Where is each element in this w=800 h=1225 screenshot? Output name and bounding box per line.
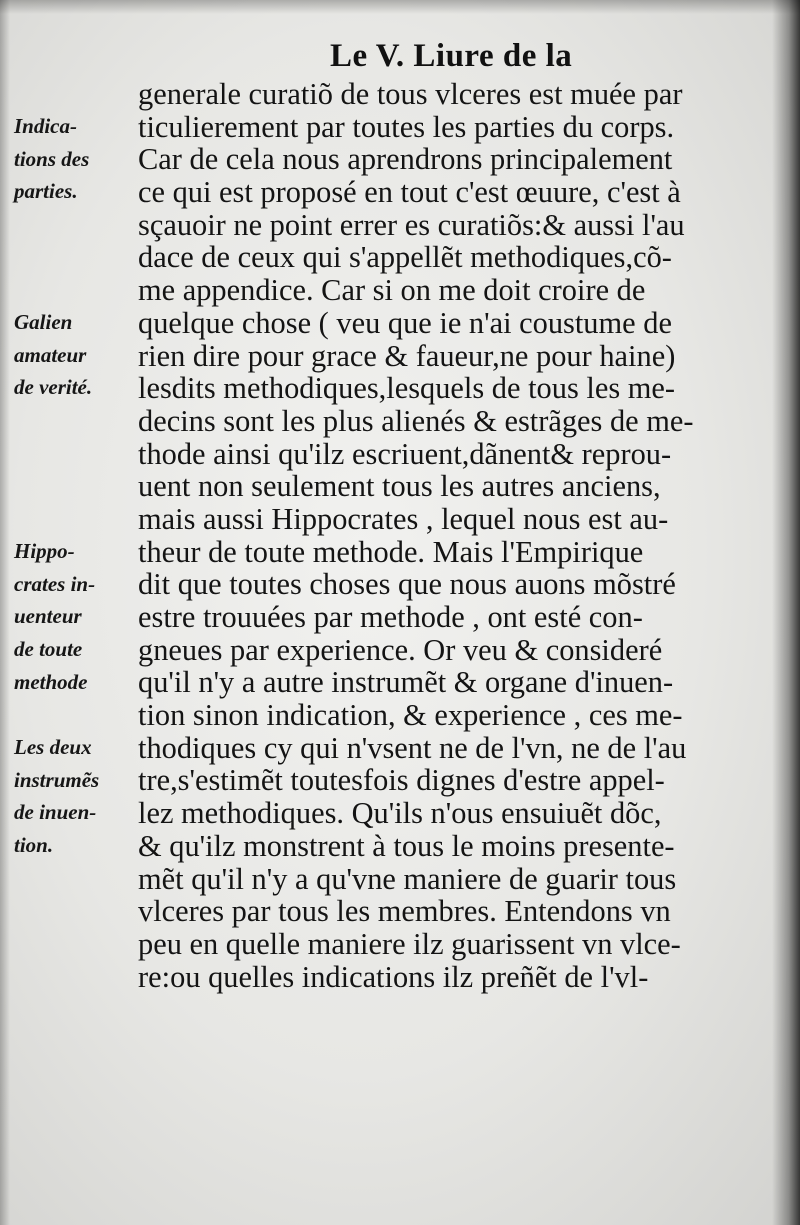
text-line: thodiques cy qui n'vsent ne de l'vn, ne de l'au [138, 730, 687, 765]
text-line: gneues par experience. Or veu & consideré [138, 632, 663, 667]
margin-note-indications [14, 110, 132, 208]
margin-note-line: tions des [14, 146, 90, 171]
margin-note-galien [14, 306, 132, 404]
margin-note-line: tion. [14, 833, 54, 858]
text-line: theur de toute methode. Mais l'Empirique [138, 534, 644, 569]
text-line: generale curatiõ de tous vlceres est muée par [138, 77, 683, 111]
text-line: sçauoir ne point errer es curatiõs:& aussi l'au [138, 207, 685, 242]
text-line: mais aussi Hippocrates , lequel nous est au- [138, 501, 669, 536]
margin-note-line: amateur [14, 342, 87, 367]
text-line: Car de cela nous aprendrons principalement [138, 142, 673, 177]
page-shadow-top [0, 0, 800, 14]
text-line: mẽt qu'il n'y a qu'vne maniere de guarir tous [138, 861, 677, 896]
text-line: ce qui est proposé en tout c'est œuure, c'est à [138, 175, 681, 210]
text-line: dit que toutes choses que nous auons mõstré [138, 567, 676, 602]
margin-note-line: Hippo- [14, 539, 75, 563]
page-shadow-left [0, 0, 10, 1225]
margin-note-line: de verité. [14, 375, 93, 400]
text-line: uent non seulement tous les autres anciens, [138, 469, 661, 504]
text-line: & qu'ilz monstrent à tous le moins presente- [138, 828, 675, 863]
text-line: re:ou quelles indications ilz preñẽt de l'vl- [138, 959, 649, 994]
text-line: lesdits methodiques,lesquels de tous les me- [138, 371, 676, 406]
margin-note-hippocrates [14, 535, 132, 698]
margin-note-line: Indica- [14, 114, 77, 138]
margin-note-instruments [14, 731, 132, 862]
text-line: thode ainsi qu'ilz escriuent,dãnent& reprou- [138, 436, 672, 471]
margin-note-line: uenteur [14, 604, 82, 629]
text-line: peu en quelle maniere ilz guarissent vn vlce- [138, 926, 681, 961]
text-line: dace de ceux qui s'appellẽt methodiques,cõ- [138, 240, 672, 275]
margin-note-line: crates in- [14, 571, 96, 596]
body-text [138, 78, 758, 993]
margin-note-line: de toute [14, 637, 83, 662]
running-head: Le V. Liure de la [330, 38, 573, 74]
text-line: ticulierement par toutes les parties du corps. [138, 109, 675, 144]
text-line: decins sont les plus alienés & estrãges de me- [138, 403, 694, 438]
page-shadow-right [772, 0, 800, 1225]
text-line: tre,s'estimẽt toutesfois dignes d'estre appel- [138, 763, 665, 798]
margin-note-line: instrumẽs [14, 767, 100, 792]
text-line: quelque chose ( veu que ie n'ai coustume de [138, 305, 672, 340]
text-line: vlceres par tous les membres. Entendons vn [138, 894, 671, 929]
text-line: tion sinon indication, & experience , ces me- [138, 698, 683, 733]
text-line: rien dire pour grace & faueur,ne pour haine) [138, 338, 676, 373]
text-line: me appendice. Car si on me doit croire de [138, 273, 646, 308]
margin-note-line: Les deux [14, 735, 92, 759]
margin-note-line: Galien [14, 310, 73, 334]
text-line: estre trouuées par methode , ont esté con- [138, 600, 643, 634]
margin-note-line: methode [14, 669, 88, 694]
margin-note-line: de inuen- [14, 800, 97, 825]
text-line: lez methodiques. Qu'ils n'ous ensuiuẽt dõc, [138, 796, 662, 831]
margin-note-line: parties. [14, 179, 78, 204]
text-line: qu'il n'y a autre instrumẽt & organe d'inuen- [138, 665, 674, 700]
